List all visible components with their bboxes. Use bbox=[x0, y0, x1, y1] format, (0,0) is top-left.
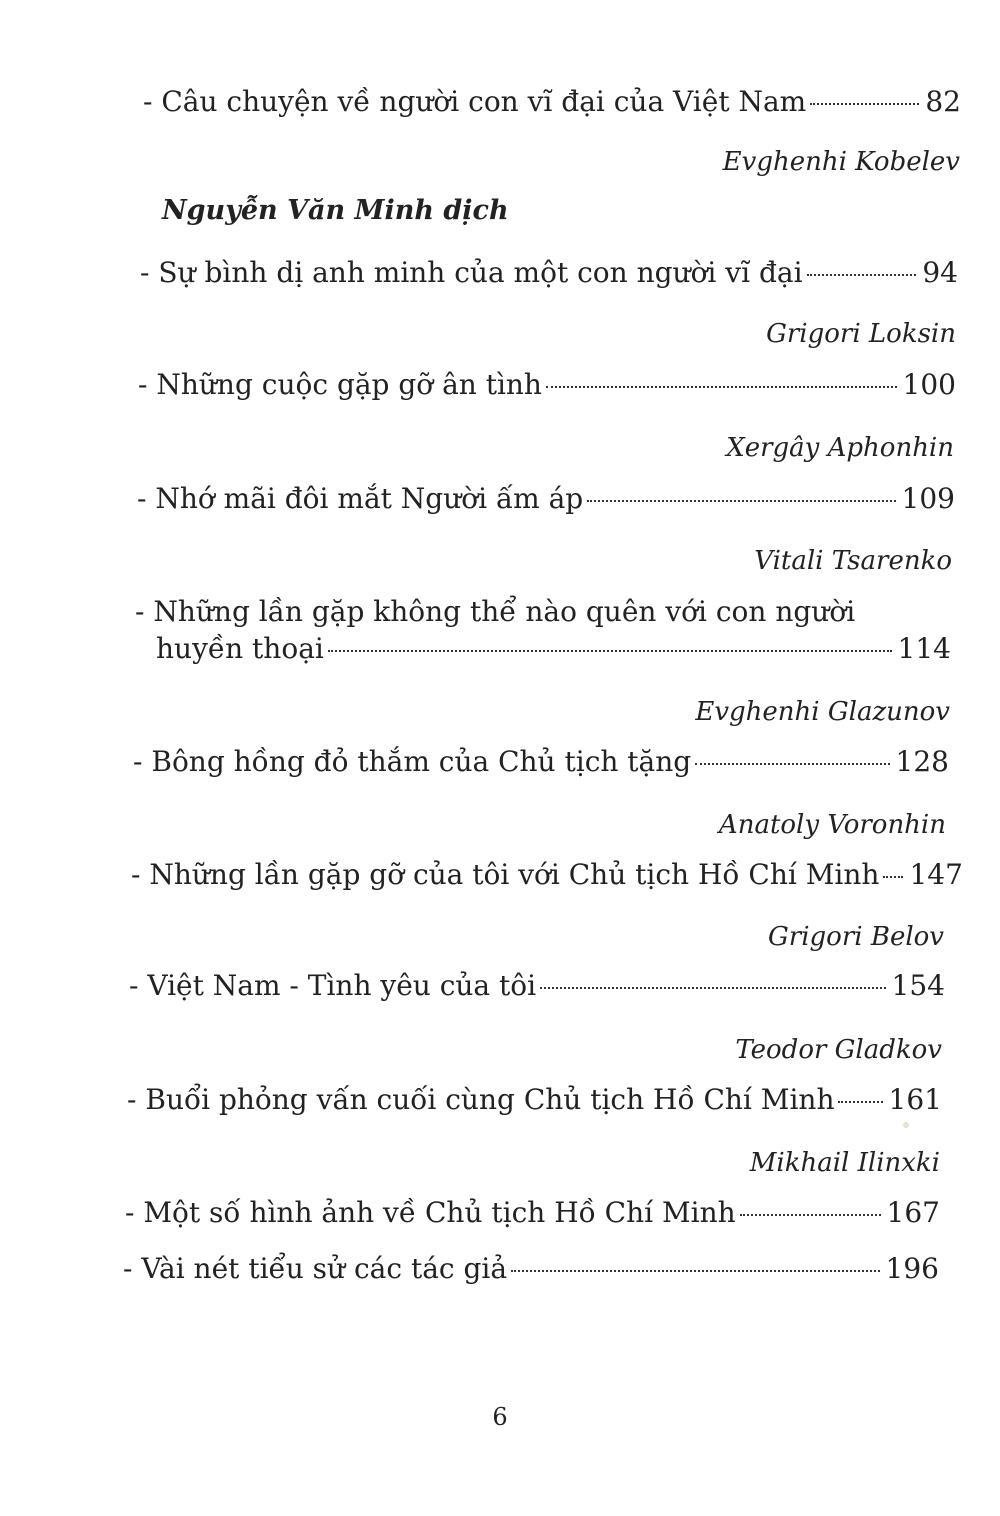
toc-entry-title: - Một số hình ảnh về Chủ tịch Hồ Chí Minh bbox=[125, 1196, 736, 1229]
toc-entry bbox=[131, 858, 963, 892]
toc-author: Evghenhi Glazunov bbox=[695, 697, 950, 727]
dot-leader bbox=[540, 987, 885, 989]
toc-author: Anatoly Voronhin bbox=[718, 810, 946, 840]
toc-entry bbox=[140, 256, 958, 290]
toc-entry bbox=[143, 85, 961, 119]
toc-entry bbox=[133, 745, 949, 779]
toc-entry-title: - Việt Nam - Tình yêu của tôi bbox=[129, 969, 537, 1002]
toc-entry-page: 128 bbox=[895, 745, 949, 778]
dot-leader bbox=[695, 763, 889, 765]
toc-entry-page: 196 bbox=[885, 1252, 939, 1285]
toc-author: Grigori Belov bbox=[768, 922, 944, 952]
toc-entry-page: 154 bbox=[891, 969, 945, 1002]
dot-leader bbox=[810, 103, 919, 105]
toc-author: Teodor Gladkov bbox=[735, 1035, 942, 1065]
toc-entry-page: 82 bbox=[925, 85, 961, 118]
toc-entry-page: 114 bbox=[897, 632, 951, 665]
dot-leader bbox=[838, 1101, 882, 1103]
toc-entry-page: 167 bbox=[886, 1196, 940, 1229]
toc-entry-title: - Nhớ mãi đôi mắt Người ấm áp bbox=[137, 482, 584, 515]
toc-entry-title: - Vài nét tiểu sử các tác giả bbox=[123, 1252, 508, 1285]
toc-entry bbox=[127, 1083, 942, 1117]
toc-entry bbox=[123, 1252, 939, 1286]
toc-translator: Nguyễn Văn Minh dịch bbox=[162, 195, 509, 226]
toc-entry-title: huyền thoại bbox=[156, 632, 324, 665]
toc-entry-page: 109 bbox=[901, 482, 955, 515]
dot-leader bbox=[328, 650, 892, 652]
dot-leader bbox=[511, 1270, 880, 1272]
dot-leader bbox=[883, 876, 903, 878]
toc-author: Mikhail Ilinxki bbox=[749, 1148, 940, 1178]
toc-entry bbox=[156, 632, 951, 666]
toc-entry-title: - Những cuộc gặp gỡ ân tình bbox=[138, 368, 542, 401]
toc-author: Grigori Loksin bbox=[766, 319, 956, 349]
page-number: 6 bbox=[492, 1403, 508, 1431]
dot-leader bbox=[587, 500, 895, 502]
toc-entry-page: 94 bbox=[922, 256, 958, 289]
toc-entry-title: - Sự bình dị anh minh của một con người vĩ đại bbox=[140, 256, 803, 289]
toc-author: Vitali Tsarenko bbox=[754, 546, 952, 576]
dot-leader bbox=[807, 274, 917, 276]
toc-entry bbox=[137, 482, 955, 516]
toc-entry-page: 161 bbox=[888, 1083, 942, 1116]
toc-entry-page: 100 bbox=[902, 368, 956, 401]
toc-entry-title: - Câu chuyện về người con vĩ đại của Việt Nam bbox=[143, 85, 807, 118]
toc-author: Evghenhi Kobelev bbox=[722, 147, 960, 177]
dot-leader bbox=[740, 1214, 881, 1216]
toc-entry bbox=[129, 969, 945, 1003]
toc-entry-title: - Buổi phỏng vấn cuối cùng Chủ tịch Hồ Chí Minh bbox=[127, 1083, 835, 1116]
toc-entry-title: - Bông hồng đỏ thắm của Chủ tịch tặng bbox=[133, 745, 692, 778]
toc-entry-title: - Những lần gặp gỡ của tôi với Chủ tịch Hồ Chí Minh bbox=[131, 858, 880, 891]
toc-author: Xergây Aphonhin bbox=[726, 433, 954, 463]
paper-speck bbox=[903, 1122, 909, 1128]
dot-leader bbox=[546, 386, 897, 388]
toc-entry bbox=[138, 368, 956, 402]
toc-entry-page: 147 bbox=[909, 858, 963, 891]
toc-entry bbox=[125, 1196, 940, 1230]
toc-entry-title-line: - Những lần gặp không thể nào quên với con người bbox=[135, 595, 856, 628]
